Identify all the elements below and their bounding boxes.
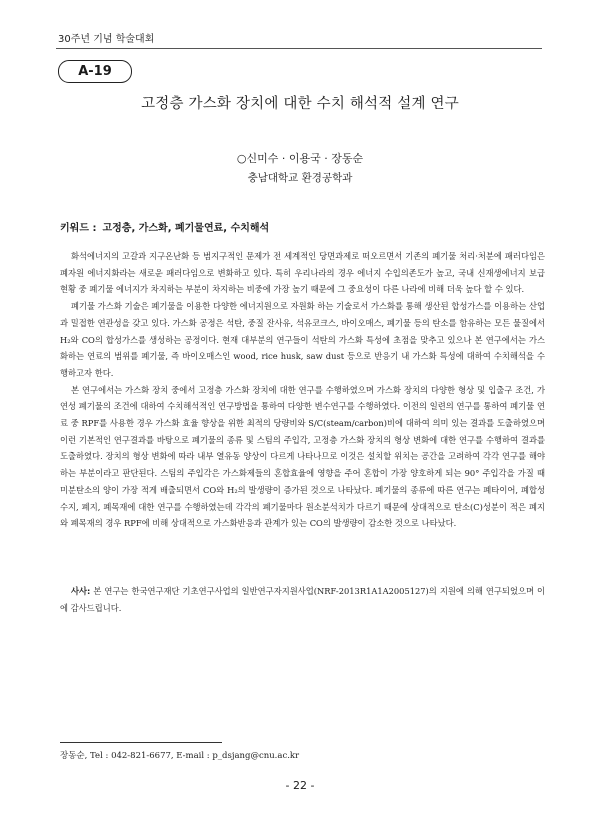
abstract-paragraph-3: 본 연구에서는 가스화 장치 중에서 고정층 가스화 장치에 대한 연구를 수행하였으며 가스화 장치의 다양한 형상 및 입출구 조건, 가연성 폐기물의 조건에 대하여 수치해석적인 연구방법을 통하여 다양한 변수연구를 수행하였다. 이전의 일련의 연구를 통하여 폐기물 연료 중 RPF를 사용한 경우 가스화 효율 향상을 위한 최적의 당량비와 S/C(steam/carbon)비에 대하여 의미 있는 결과를 도출하였으며 이런 기본적인 연구결과를 바탕으로 폐기물의 종류 및 스팀의 주입각, 고정층 가스화 장치의 형상 변화에 대한 연구를 수행하여 결과를 도출하였다. 장치의 형상 변화에 따라 내부 열유동 양상이 다르게 나타나므로 이것은 설치할 위치는 공간을 고려하여 각각 연구를 해야 하는 부분이라고 판단된다. 스팀의 주입각은 가스화제들의 혼합효율에 영향을 주어 혼합이 가장 양호하게 되는 90° 주입각을 가질 때 미분탄소의 양이 가장 적게 배출되면서 CO와 H₂의 발생량이 증가된 것으로 나타났다. 폐기물의 종류에 따른 연구는 폐타이어, 폐합성수지, 폐지, 폐목재에 대한 연구를 수행하였는데 각각의 폐기물마다 원소분석치가 다르기 때문에 상대적으로 탄소(C)성분이 적은 폐지와 폐목재의 경우 RPF에 비해 상대적으로 가스화반응과 관계가 있는 CO의 발생량이 감소한 것으로 나타났다. <box>60 384 545 529</box>
abstract-paragraph-2: 폐기물 가스화 기술은 폐기물을 이용한 다양한 에너지원으로 자원화 하는 기술로서 가스화를 통해 생산된 합성가스를 이용하는 산업과 밀접한 연관성을 갖고 있다. 가스화 공정은 석탄, 중질 잔사유, 석유코크스, 바이오매스, 폐기물 등의 탄소를 함유하는 모든 물질에서 H₂와 CO의 합성가스를 생성하는 공정이다. 현재 대부분의 연구들이 석탄의 가스화 특성에 초점을 맞추고 있으나 본 연구에서는 가스화하는 연료의 범위를 폐기물, 즉 바이오매스인 wood, rice husk, saw dust 등으로 반응기 내 가스화 특성에 대하여 수치해석을 수행하고자 한다. <box>60 301 545 378</box>
acknowledgement <box>60 583 545 616</box>
acknowledgement-paragraph <box>60 583 545 616</box>
acknowledgement-label: 사사: <box>71 586 91 596</box>
keywords-line <box>60 219 269 234</box>
corresponding-author-footnote: 장동순, Tel : 042-821-6677, E-mail : p_dsjang@cnu.ac.kr <box>60 751 300 761</box>
paper-affiliation: 충남대학교 환경공학과 <box>247 172 353 184</box>
keywords-label: 키워드 : <box>60 223 97 234</box>
abstract-paragraph-1: 화석에너지의 고갈과 지구온난화 등 범지구적인 문제가 전 세계적인 당면과제로 떠오르면서 기존의 폐기물 처리·처분에 패러다임은 폐자원 에너지화라는 새로운 패러다임으로 변화하고 있다. 특히 우리나라의 경우 에너지 수입의존도가 높고, 국내 신재생에너지 보급 현황 중 폐기물 에너지가 차지하는 부분이 차지하는 비중에 가장 높기 때문에 그 중요성이 다른 나라에 비해 더욱 높다 할 수 있다. <box>60 251 545 295</box>
header-divider <box>56 48 542 49</box>
paper-title: 고정층 가스화 장치에 대한 수치 해석적 설계 연구 <box>141 96 459 112</box>
abstract-body <box>60 248 545 532</box>
keywords-value: 고정층, 가스화, 폐기물연료, 수치해석 <box>102 223 270 234</box>
acknowledgement-text: 본 연구는 한국연구재단 기초연구사업의 일반연구자지원사업(NRF-2013R1A1A2005127)의 지원에 의해 연구되었으며 이에 감사드립니다. <box>60 586 546 613</box>
paper-authors: ○신미수 · 이용국 · 장동순 <box>236 152 364 165</box>
footnote-divider <box>60 742 222 743</box>
conference-header: 30주년 기념 학술대회 <box>58 34 155 45</box>
page-number: - 22 - <box>285 779 315 792</box>
paper-code-badge: A-19 <box>58 60 132 83</box>
